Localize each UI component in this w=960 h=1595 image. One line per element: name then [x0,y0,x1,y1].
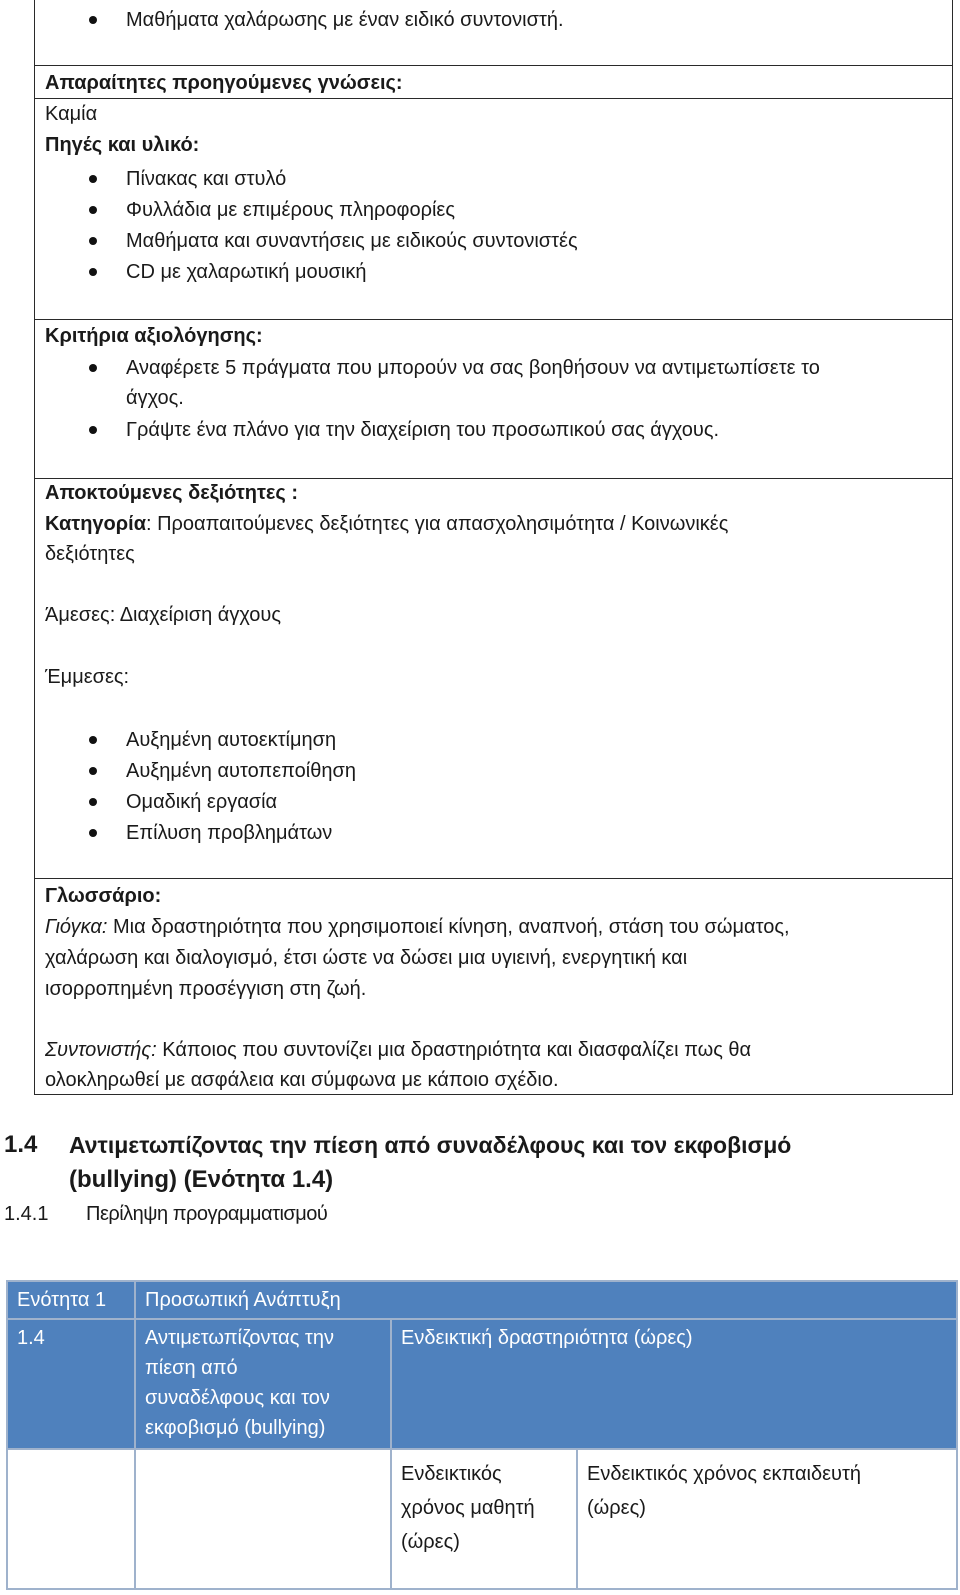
glossary-coordinator-term: Συντονιστής: [45,1039,157,1061]
assessment-item-2: Γράψτε ένα πλάνο για την διαχείριση του προσωπικού σας άγχους. [126,419,720,441]
assessment-heading: Κριτήρια αξιολόγησης: [45,325,263,347]
skills-indirect-item: Ομαδική εργασία [126,791,278,813]
table-row [7,1319,957,1449]
sources-item: Μαθήματα και συναντήσεις με ειδικούς συντονιστές [126,230,578,252]
planning-table [6,1280,958,1590]
glossary-yoga [45,915,790,939]
prerequisites-value: Καμία [45,103,98,125]
glossary-coordinator [45,1038,751,1062]
assessment-item-1-line1: Αναφέρετε 5 πράγματα που μπορούν να σας βοηθήσουν να αντιμετωπίσετε το [126,357,820,379]
skills-category-label: Κατηγορία [45,513,146,535]
skills-indirect-item: Επίλυση προβλημάτων [126,822,333,844]
table-cell [135,1449,391,1589]
skills-indirect: Έμμεσες: [45,666,130,688]
bullet-icon [89,175,97,183]
sources-item: CD με χαλαρωτική μουσική [126,261,367,283]
bullet-icon [89,767,97,775]
skills-indirect-item: Αυξημένη αυτοεκτίμηση [126,729,337,751]
skills-category [45,512,728,536]
skills-heading: Αποκτούμενες δεξιότητες : [45,482,299,504]
bullet-icon [89,736,97,744]
table-cell [577,1449,957,1589]
top-bullet-text: Μαθήματα χαλάρωσης με έναν ειδικό συντονιστή. [126,9,564,31]
bullet-icon [89,268,97,276]
glossary-yoga-line3: ισορροπημένη προσέγγιση στη ζωή. [45,978,367,1000]
glossary-coordinator-def: Κάποιος που συντονίζει μια δραστηριότητα και διασφαλίζει πως θα [156,1039,752,1061]
cell-line: (ώρες) [401,1531,460,1553]
subsection-title: Περίληψη προγραμματισμού [86,1203,328,1225]
glossary-heading: Γλωσσάριο: [45,885,162,907]
glossary-yoga-def: Μια δραστηριότητα που χρησιμοποιεί κίνηση, αναπνοή, στάση του σώματος, [107,916,790,938]
glossary-yoga-line2: χαλάρωση και διαλογισμό, έτσι ώστε να δώσει μια υγιεινή, ενεργητική και [45,947,688,969]
sources-item: Πίνακας και στυλό [126,168,287,190]
prerequisites-heading: Απαραίτητες προηγούμενες γνώσεις: [45,72,403,94]
cell-line: συναδέλφους και τον [145,1387,330,1409]
cell-line: Ενδεικτικός χρόνος εκπαιδευτή [587,1463,862,1485]
table-cell [7,1449,135,1589]
sources-heading: Πηγές και υλικό: [45,134,200,156]
section-title-line2: (bullying) (Ενότητα 1.4) [69,1166,334,1193]
table-cell: Ενότητα 1 [7,1281,135,1319]
table-cell: Ενδεικτική δραστηριότητα (ώρες) [391,1319,957,1449]
bullet-icon [89,798,97,806]
table-cell: Προσωπική Ανάπτυξη [135,1281,957,1319]
table-cell [135,1319,391,1449]
bullet-icon [89,426,97,434]
cell-line: Αντιμετωπίζοντας την [145,1327,334,1349]
bullet-icon [89,16,97,24]
table-cell [391,1449,577,1589]
skills-indirect-item: Αυξημένη αυτοπεποίθηση [126,760,356,782]
section-title-line1: Αντιμετωπίζοντας την πίεση από συναδέλφους και τον εκφοβισμό [69,1132,792,1158]
skills-direct: Άμεσες: Διαχείριση άγχους [45,604,281,626]
assessment-item-1-line2: άγχος. [126,387,184,409]
bullet-icon [89,237,97,245]
glossary-yoga-term: Γιόγκα: [45,916,108,938]
cell-line: εκφοβισμό (bullying) [145,1417,326,1439]
cell-line: (ώρες) [587,1497,646,1519]
table-cell: 1.4 [7,1319,135,1449]
skills-category-text: : Προαπαιτούμενες δεξιότητες για απασχολησιμότητα / Κοινωνικές [146,513,729,535]
table-row [7,1449,957,1589]
bullet-icon [89,829,97,837]
cell-line: Ενδεικτικός [401,1463,502,1485]
cell-line: πίεση από [145,1357,238,1379]
cell-line: χρόνος μαθητή [401,1497,535,1519]
sources-item: Φυλλάδια με επιμέρους πληροφορίες [126,199,455,221]
bullet-icon [89,364,97,372]
glossary-coordinator-line2: ολοκληρωθεί με ασφάλεια και σύμφωνα με κάποιο σχέδιο. [45,1069,559,1091]
skills-category-cont: δεξιότητες [45,543,135,565]
subsection-number: 1.4.1 [4,1203,49,1225]
cell-skills [34,478,953,879]
table-row [7,1281,957,1319]
bullet-icon [89,206,97,214]
section-number: 1.4 [4,1131,38,1158]
